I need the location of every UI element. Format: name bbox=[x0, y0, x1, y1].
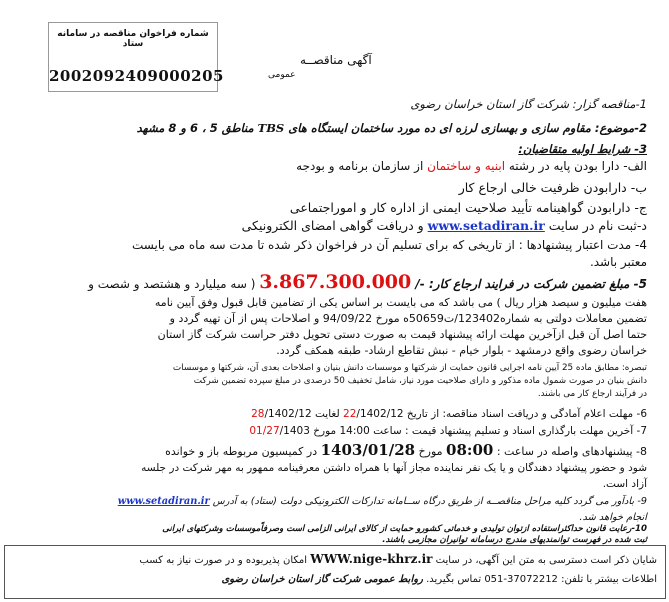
line-deadline-docs bbox=[251, 407, 647, 422]
line-law-2: ثبت شده در فهرست توانمندیهای مندرج درسامانه توانیران مجازمی باشند. bbox=[382, 535, 647, 545]
line-opening-3: آزاد است. bbox=[602, 478, 647, 490]
line-condition-a bbox=[296, 159, 647, 174]
cond-a-text: الف- دارا بودن پایه در رشته bbox=[505, 159, 647, 173]
guarantee-words: ( سه میلیارد و هشتصد و شصت و bbox=[88, 277, 260, 291]
footer-text-a: شایان ذکر است دسترسی به متن این آگهی، در سایت bbox=[432, 555, 657, 566]
footer-pr: روابط عمومی شرکت گاز استان خراسان رضوی bbox=[221, 574, 423, 585]
opening-time: 08:00 bbox=[446, 441, 494, 459]
nige-link[interactable]: WWW.nige-khrz.ir bbox=[310, 552, 433, 566]
docs-end: /1402/12 bbox=[264, 408, 312, 420]
line-opening bbox=[165, 441, 647, 461]
line-portal-2: انجام خواهد شد. bbox=[579, 512, 647, 523]
cond-a-field: ابنیه و ساختمان bbox=[427, 159, 506, 173]
line-note-2: دانش بنیان در صورت شمول ماده مذکور و دارای صلاحیت مورد نیاز، شامل تخفیف 50 درصدی در مبلغ سپرده تضمین شرکت bbox=[193, 376, 647, 386]
bid-date-red: 01/27 bbox=[249, 425, 280, 437]
footer-text-b: امکان پذیربوده و در صورت نیاز به کسب bbox=[139, 555, 311, 566]
subject-text-c: مناطق 5 ، 6 و 8 مشهد bbox=[136, 121, 258, 135]
bid-year: /1403 bbox=[279, 425, 310, 437]
line-validity: 4- مدت اعتبار پیشنهادها : از تاریخی که برای تسلیم آن در فراخوان ذکر شده تا مدت سه ماه می بایست bbox=[132, 238, 647, 252]
line-subject bbox=[137, 121, 647, 136]
opening-text: 8- پیشنهادهای واصله در ساعت : bbox=[493, 445, 647, 458]
guarantee-amount: 3.867.300.000 bbox=[259, 271, 412, 293]
tender-number-label: شماره فراخوان مناقصه در سامانه ستاد bbox=[57, 29, 209, 49]
setadiran-link[interactable]: www.setadiran.ir bbox=[427, 218, 545, 233]
line-guarantee-2: هفت میلیون و سیصد هزار ریال ) می باشد که می بایست بر اساس یکی از تضامین قابل قبول وفق آیین نامه bbox=[154, 296, 647, 309]
docs-start-day: 22 bbox=[343, 408, 357, 420]
line-note-3: در فرآیند ارجاع کار می باشند. bbox=[537, 389, 647, 399]
docs-mid: /1402/12 لغایت bbox=[311, 408, 404, 420]
line-validity-end: معتبر باشد. bbox=[589, 255, 647, 269]
cond-d-rest: و دریافت گواهی امضای الکترونیکی bbox=[241, 218, 428, 233]
opening-rest: در کمیسیون مربوطه باز و خوانده bbox=[165, 445, 321, 458]
footer-line-2 bbox=[221, 572, 657, 587]
notice-title: آگهی مناقصــه bbox=[300, 53, 372, 67]
footer-box bbox=[4, 545, 666, 599]
portal-text: 9- بادآور می گردد کلیه مراحل مناقصــه از طریق درگاه ســامانه تدارکات الکترونیکی دولت (ستاد) به آدرس bbox=[209, 496, 647, 507]
line-condition-d bbox=[242, 218, 647, 233]
docs-text: 6- مهلت اعلام آمادگی و دریافت اسناد مناقصه: از تاریخ bbox=[403, 408, 647, 420]
line-law-1: 10-رعایت قانون حداکثراستفاده ازتوان تولیدی و خدماتی کشورو حمایت از کالای ایرانی الزامی است وصرفاًموسسات وشرکتهای ایرانی bbox=[162, 524, 647, 534]
subject-tbs: TBS bbox=[257, 121, 285, 135]
setadiran-link-2[interactable]: www.setadiran.ir bbox=[117, 496, 210, 507]
guarantee-label: 5- مبلغ تضمین شرکت در فرایند ارجاع کار: -/ bbox=[411, 277, 647, 291]
line-guarantee-4: حتما اصل آن قبل ازآخرین مهلت ارائه پیشنهاد قیمت به صورت دستی تحویل دفتر حراست شرکت گاز استان bbox=[157, 328, 647, 341]
tender-number-box bbox=[48, 22, 224, 92]
opening-mid: مورخ bbox=[415, 445, 447, 458]
line-condition-c: ج- دارابودن گواهینامه تأیید صلاحیت ایمنی از اداره کار و اموراجتماعی bbox=[289, 200, 647, 215]
line-guarantee-3: تضمین معاملات دولتی به شماره123402/ت50659ه مورخ 94/09/22 و اصلاحات پس از آن تهیه گردد و bbox=[169, 312, 647, 325]
line-tenderer: 1-مناقصه گزار: شرکت گاز استان خراسان رضوی bbox=[410, 97, 647, 111]
notice-subtitle: عمومی bbox=[268, 70, 296, 80]
line-deadline-bid bbox=[249, 424, 647, 439]
cond-a-rest: از سازمان برنامه و بودجه bbox=[296, 159, 428, 173]
bid-text: 7- آخرین مهلت بارگذاری اسناد و تسلیم پیشنهاد قیمت : ساعت 14:00 مورخ bbox=[309, 425, 647, 437]
line-portal bbox=[118, 494, 647, 509]
footer-phone: اطلاعات بیشتر با تلفن: 37072212-051 تماس بگیرید. bbox=[422, 574, 657, 585]
line-opening-2: شود و حضور پیشنهاد دهندگان و یا یک نفر نماینده مجاز آنها با همراه داشتن معرفینامه ممهور به مهر شرکت در جلسه bbox=[141, 462, 647, 474]
docs-end-day: 28 bbox=[251, 408, 265, 420]
line-guarantee-5: خراسان رضوی واقع درمشهد - بلوار خیام - نبش تقاطع ارشاد- طبقه همکف گردد. bbox=[276, 344, 647, 357]
line-note-1: تبصره: مطابق ماده 25 آیین نامه اجرایی قانون حمایت از شرکتها و موسسات دانش بنیان و اصلاحات بعدی آن، شرکتها و موسسات bbox=[172, 363, 647, 373]
line-conditions-heading: 3- شرایط اولیه متقاضیان: bbox=[518, 142, 647, 156]
line-condition-b: ب- دارابودن ظرفیت خالی ارجاع کار bbox=[458, 180, 647, 195]
cond-d-text: د-ثبت نام در سایت bbox=[544, 218, 647, 233]
line-guarantee bbox=[88, 272, 647, 294]
tender-number: 2002092409000205 bbox=[49, 67, 224, 85]
subject-text-a: 2-موضوع: مقاوم سازی و بهسازی لرزه ای ده مورد ساختمان ایستگاه های bbox=[284, 121, 647, 135]
opening-date: 1403/01/28 bbox=[320, 441, 416, 459]
footer-line-1 bbox=[139, 552, 657, 568]
